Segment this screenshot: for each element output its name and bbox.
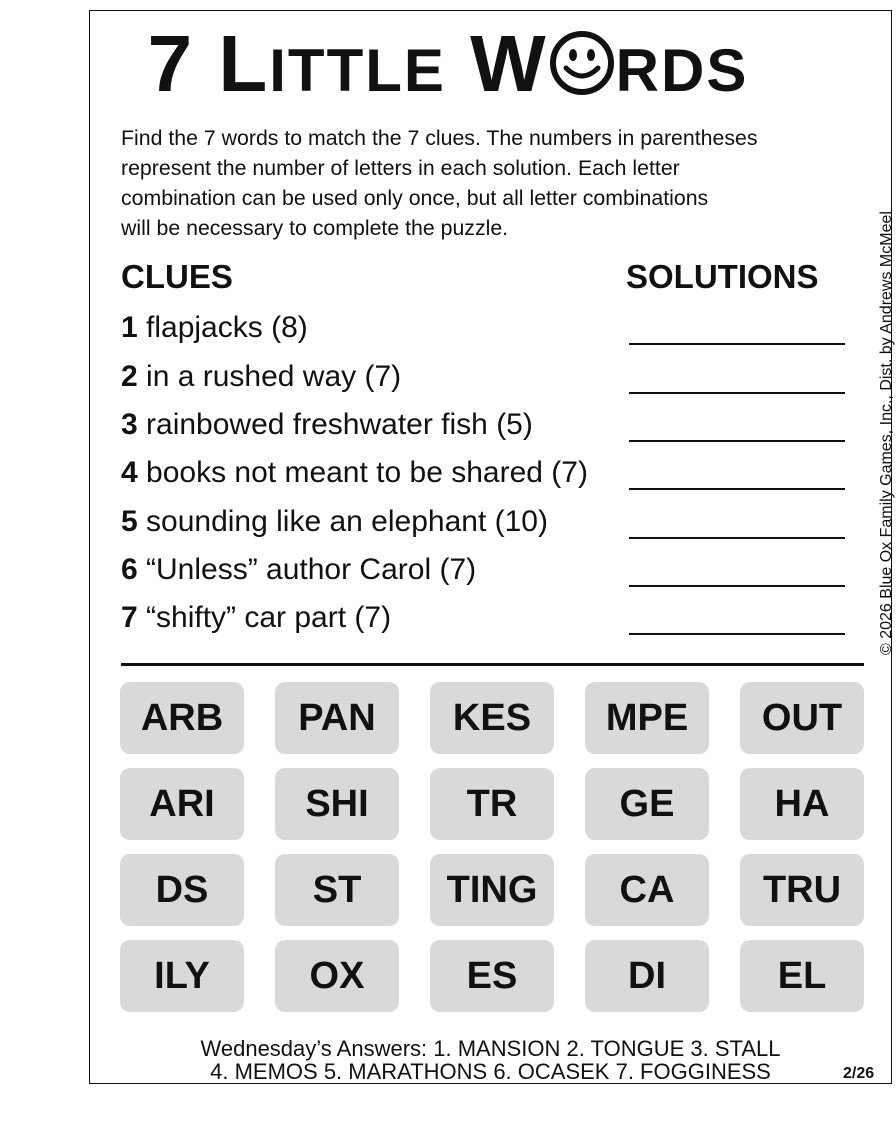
clue-4: [121, 456, 588, 490]
clue-text: in a rushed way (7): [137, 360, 402, 393]
letter-tile[interactable]: EL: [740, 940, 864, 1012]
solutions-heading: SOLUTIONS: [626, 258, 819, 295]
letter-tile[interactable]: DI: [585, 940, 709, 1012]
clue-1: [121, 311, 308, 345]
clue-3: [121, 408, 533, 442]
clue-text: “shifty” car part (7): [137, 601, 392, 634]
solution-blank-3[interactable]: [629, 440, 845, 442]
clue-text: rainbowed freshwater fish (5): [137, 408, 533, 441]
clue-number: 3: [121, 408, 138, 441]
letter-tile[interactable]: OUT: [740, 682, 864, 754]
clue-6: [121, 553, 476, 587]
clue-number: 1: [121, 311, 138, 344]
section-divider: [121, 663, 864, 666]
letter-tile[interactable]: ARB: [120, 682, 244, 754]
instructions-line: combination can be used only once, but all letter combinations: [121, 186, 709, 210]
clue-text: books not meant to be shared (7): [137, 456, 588, 489]
solution-blank-7[interactable]: [629, 633, 845, 635]
letter-tile[interactable]: TRU: [740, 854, 864, 926]
solution-blank-1[interactable]: [629, 343, 845, 345]
previous-answers-line-1: Wednesday’s Answers: 1. MANSION 2. TONGUE 3. STALL: [200, 1036, 781, 1061]
smiley-face-icon: [549, 29, 615, 95]
clue-text: flapjacks (8): [137, 311, 308, 344]
letter-tile[interactable]: MPE: [585, 682, 709, 754]
clue-2: [121, 360, 401, 394]
clue-number: 5: [121, 505, 138, 538]
letter-tile[interactable]: GE: [585, 768, 709, 840]
solution-blank-4[interactable]: [629, 488, 845, 490]
letter-tile[interactable]: KES: [430, 682, 554, 754]
letter-tile[interactable]: ILY: [120, 940, 244, 1012]
letter-tile[interactable]: SHI: [275, 768, 399, 840]
puzzle-date: 2/26: [843, 1065, 875, 1082]
solution-blank-5[interactable]: [629, 537, 845, 539]
instructions-line: represent the number of letters in each solution. Each letter: [121, 156, 680, 180]
clue-number: 4: [121, 456, 138, 489]
letter-tile[interactable]: HA: [740, 768, 864, 840]
instructions: [121, 123, 881, 243]
title-words-rest: RDS: [615, 37, 749, 104]
copyright-notice: © 2026 Blue Ox Family Games, Inc., Dist. by Andrews McMeel: [878, 211, 895, 655]
title-seven: 7: [147, 19, 195, 108]
clue-number: 6: [121, 553, 138, 586]
letter-tile[interactable]: ARI: [120, 768, 244, 840]
solution-blank-2[interactable]: [629, 392, 845, 394]
puzzle-title: [0, 19, 896, 108]
letter-tile[interactable]: OX: [275, 940, 399, 1012]
title-words-initial: W: [470, 19, 548, 108]
letter-tile[interactable]: ST: [275, 854, 399, 926]
previous-answers-line-2: 4. MEMOS 5. MARATHONS 6. OCASEK 7. FOGGINESS: [210, 1059, 771, 1084]
clues-heading: CLUES: [121, 258, 233, 295]
instructions-line: Find the 7 words to match the 7 clues. The numbers in parentheses: [121, 126, 758, 150]
title-little-rest: ITTLE: [269, 37, 446, 104]
letter-tile[interactable]: ES: [430, 940, 554, 1012]
clue-text: “Unless” author Carol (7): [137, 553, 477, 586]
clue-5: [121, 505, 548, 539]
clue-number: 7: [121, 601, 138, 634]
letter-tile[interactable]: TING: [430, 854, 554, 926]
instructions-line: will be necessary to complete the puzzle.: [121, 216, 509, 240]
letter-tile[interactable]: CA: [585, 854, 709, 926]
clue-number: 2: [121, 360, 138, 393]
solution-blank-6[interactable]: [629, 585, 845, 587]
letter-tile[interactable]: TR: [430, 768, 554, 840]
title-little-initial: L: [218, 19, 270, 108]
clue-7: [121, 601, 391, 635]
letter-tile[interactable]: PAN: [275, 682, 399, 754]
letter-tile[interactable]: DS: [120, 854, 244, 926]
clue-text: sounding like an elephant (10): [137, 505, 548, 538]
